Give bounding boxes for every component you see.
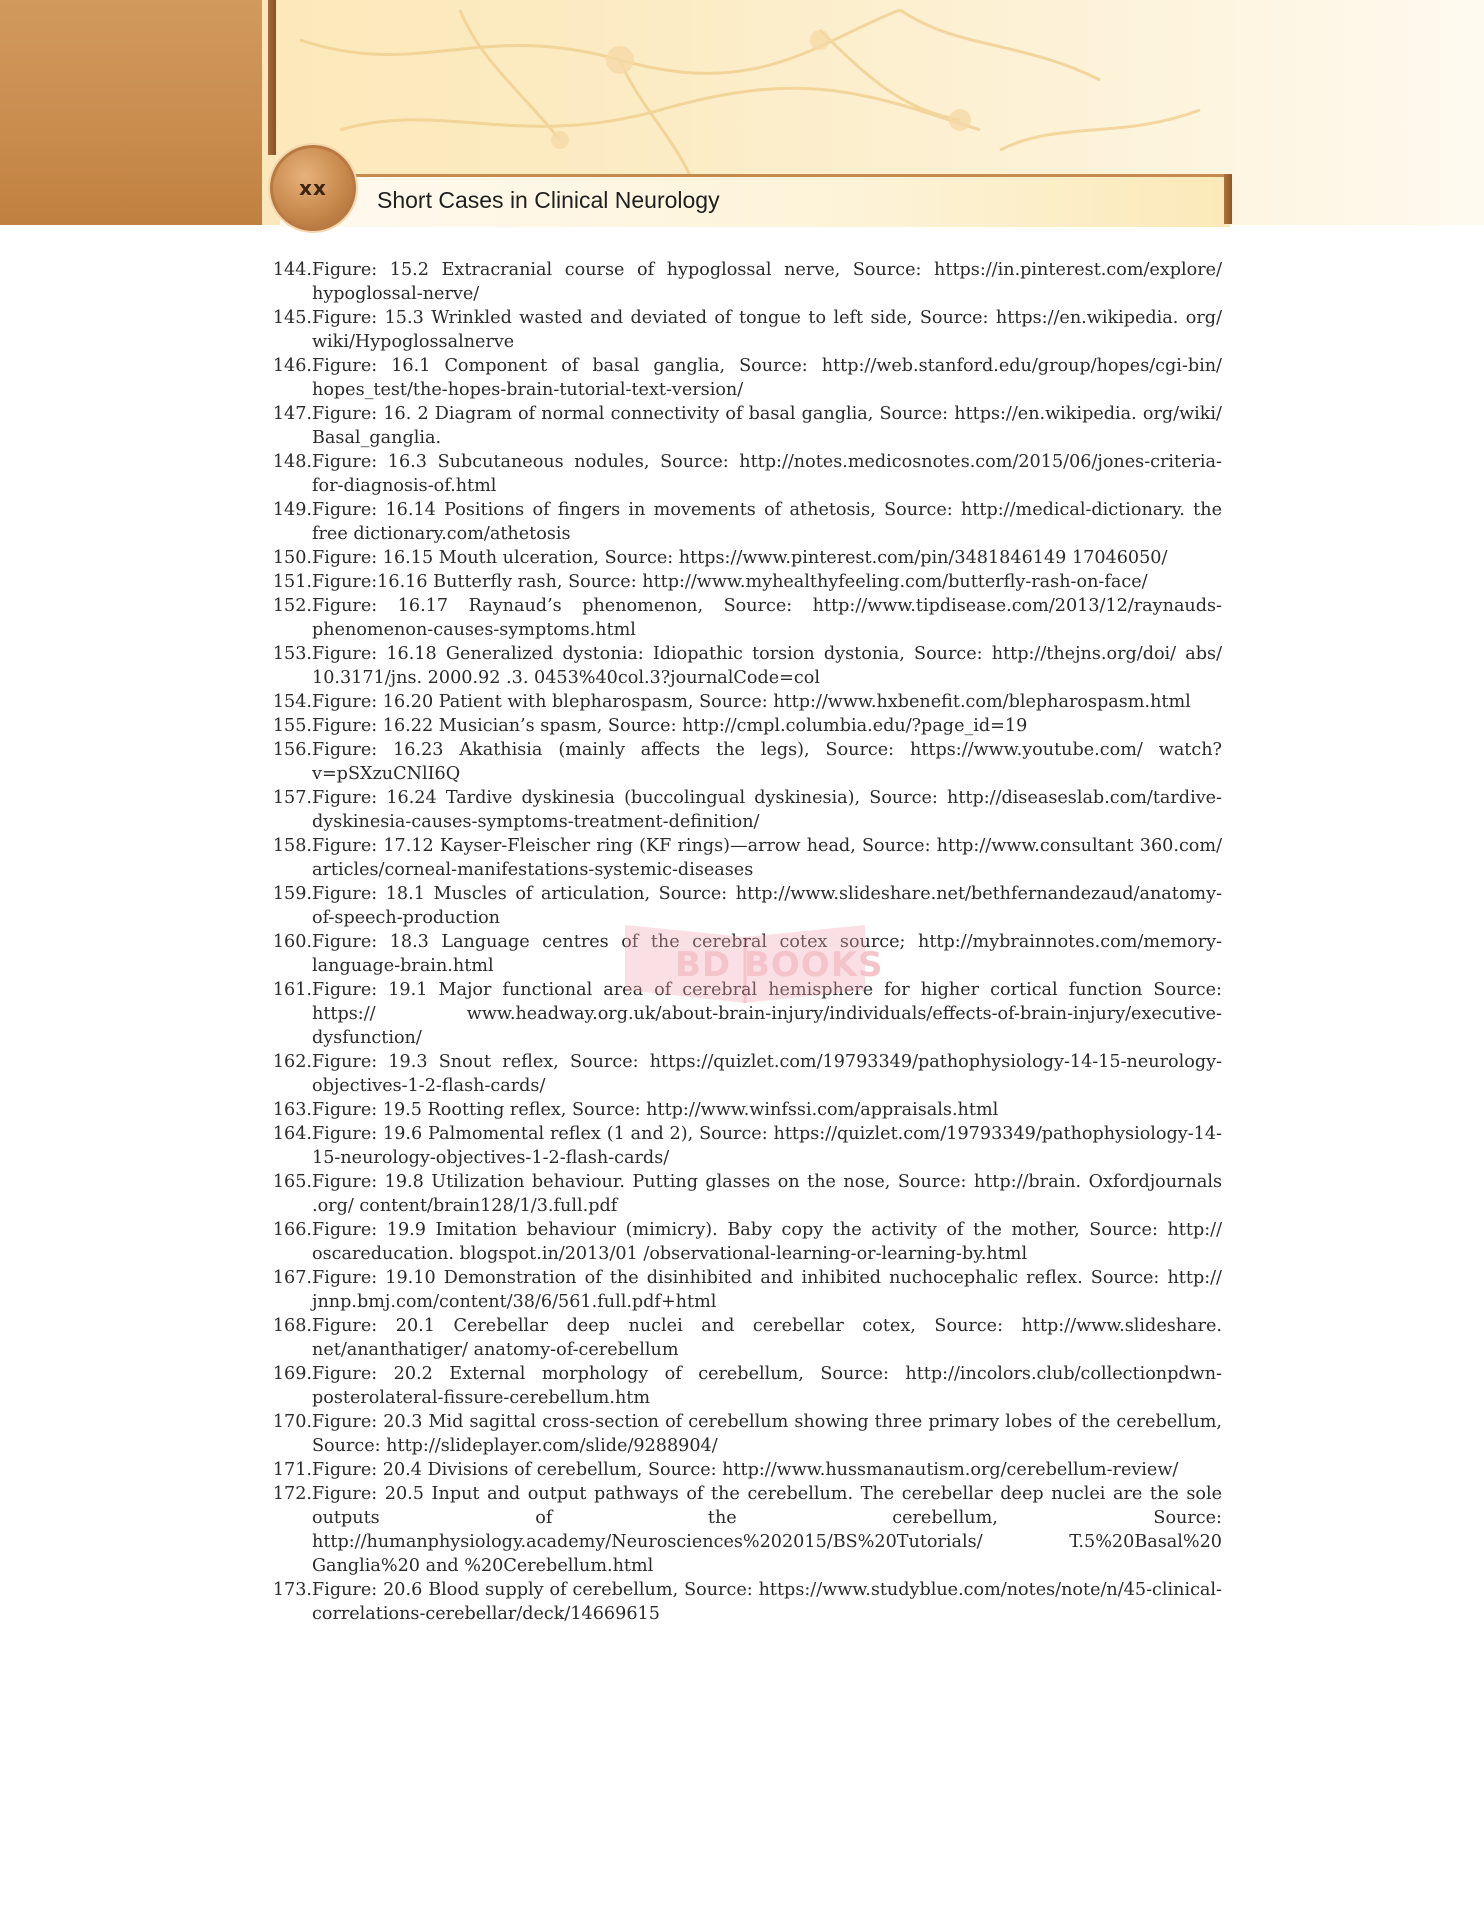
reference-number: 147. [272, 404, 312, 424]
reference-number: 157. [272, 788, 312, 808]
reference-item [270, 930, 1222, 978]
page-number: xx [299, 176, 327, 200]
reference-number: 149. [272, 500, 312, 520]
reference-text: Figure: 16.24 Tardive dyskinesia (buccolingual dyskinesia), Source: http://diseaseslab.com/tardive-dyskinesia-causes-symptoms-treatment-definition/ [312, 788, 1222, 832]
reference-item [270, 450, 1222, 498]
reference-text: Figure: 20.2 External morphology of cerebellum, Source: http://incolors.club/collectionpdwn-posterolateral-fissure-cerebellum.htm [312, 1364, 1222, 1408]
reference-number: 169. [272, 1364, 312, 1384]
reference-item [270, 1266, 1222, 1314]
reference-item [270, 1098, 1222, 1122]
reference-text: Figure: 16.20 Patient with blepharospasm, Source: http://www.hxbenefit.com/blepharospasm.html [312, 692, 1191, 712]
reference-item [270, 258, 1222, 306]
reference-item [270, 834, 1222, 882]
reference-item [270, 1218, 1222, 1266]
reference-text: Figure: 18.3 Language centres of the cerebral cotex source; http://mybrainnotes.com/memory-language-brain.html [312, 932, 1222, 976]
reference-text: Figure: 19.3 Snout reflex, Source: https://quizlet.com/19793349/pathophysiology-14-15-neurology-objectives-1-2-flash-cards/ [312, 1052, 1222, 1096]
reference-item [270, 1050, 1222, 1098]
reference-item [270, 714, 1222, 738]
reference-item [270, 498, 1222, 546]
reference-item [270, 1362, 1222, 1410]
reference-number: 150. [272, 548, 312, 568]
reference-number: 148. [272, 452, 312, 472]
reference-number: 165. [272, 1172, 312, 1192]
reference-item [270, 306, 1222, 354]
reference-number: 167. [272, 1268, 312, 1288]
reference-text: Figure: 20.1 Cerebellar deep nuclei and cerebellar cotex, Source: http://www.slideshare. net/ananthatiger/ anatomy-of-cerebellum [312, 1316, 1222, 1360]
reference-item [270, 1314, 1222, 1362]
reference-text: Figure: 19.9 Imitation behaviour (mimicry). Baby copy the activity of the mother, Source: http:// oscareducation. blogspot.in/2013/01 /observational-learning-or-learning-by.html [312, 1220, 1222, 1264]
reference-item [270, 882, 1222, 930]
reference-text: Figure: 15.3 Wrinkled wasted and deviated of tongue to left side, Source: https://en.wikipedia. org/ wiki/Hypoglossalnerve [312, 308, 1222, 352]
header-strip-end [1224, 174, 1232, 224]
reference-number: 145. [272, 308, 312, 328]
reference-item [270, 402, 1222, 450]
reference-text: Figure: 16.15 Mouth ulceration, Source: https://www.pinterest.com/pin/3481846149 17046050/ [312, 548, 1168, 568]
reference-text: Figure: 16.23 Akathisia (mainly affects the legs), Source: https://www.youtube.com/ watch?v=pSXzuCNlI6Q [312, 740, 1222, 784]
reference-text: Figure: 19.5 Rootting reflex, Source: http://www.winfssi.com/appraisals.html [312, 1100, 999, 1120]
reference-number: 161. [272, 980, 312, 1000]
reference-list [270, 258, 1222, 1626]
reference-number: 154. [272, 692, 312, 712]
reference-number: 170. [272, 1412, 312, 1432]
reference-text: Figure: 16. 2 Diagram of normal connectivity of basal ganglia, Source: https://en.wikipedia. org/wiki/ Basal_ganglia. [312, 404, 1222, 448]
reference-number: 162. [272, 1052, 312, 1072]
reference-number: 159. [272, 884, 312, 904]
reference-number: 171. [272, 1460, 312, 1480]
reference-item [270, 786, 1222, 834]
reference-text: Figure: 16.22 Musician’s spasm, Source: http://cmpl.columbia.edu/?page_id=19 [312, 716, 1028, 736]
reference-number: 172. [272, 1484, 312, 1504]
header-vertical-bar [268, 0, 276, 155]
reference-number: 153. [272, 644, 312, 664]
reference-item [270, 570, 1222, 594]
reference-text: Figure: 16.3 Subcutaneous nodules, Source: http://notes.medicosnotes.com/2015/06/jones-criteria-for-diagnosis-of.html [312, 452, 1222, 496]
page-number-badge [270, 145, 356, 231]
reference-item [270, 690, 1222, 714]
reference-item [270, 1458, 1222, 1482]
reference-number: 168. [272, 1316, 312, 1336]
reference-item [270, 354, 1222, 402]
reference-text: Figure: 19.8 Utilization behaviour. Putting glasses on the nose, Source: http://brain. Oxfordjournals .org/ content/brain128/1/3.full.pdf [312, 1172, 1222, 1216]
reference-number: 164. [272, 1124, 312, 1144]
reference-item [270, 1122, 1222, 1170]
reference-number: 155. [272, 716, 312, 736]
reference-text: Figure: 16.14 Positions of fingers in movements of athetosis, Source: http://medical-dictionary. the free dictionary.com/athetosis [312, 500, 1222, 544]
reference-item [270, 978, 1222, 1050]
reference-number: 144. [272, 260, 312, 280]
reference-text: Figure: 19.10 Demonstration of the disinhibited and inhibited nuchocephalic reflex. Source: http:// jnnp.bmj.com/content/38/6/561.full.pdf+html [312, 1268, 1222, 1312]
reference-number: 160. [272, 932, 312, 952]
reference-text: Figure: 20.6 Blood supply of cerebellum, Source: https://www.studyblue.com/notes/note/n/45-clinical-correlations-cerebellar/deck/14669615 [312, 1580, 1222, 1624]
reference-number: 163. [272, 1100, 312, 1120]
reference-item [270, 1578, 1222, 1626]
book-title: Short Cases in Clinical Neurology [377, 187, 720, 213]
reference-text: Figure: 20.5 Input and output pathways of the cerebellum. The cerebellar deep nuclei are the sole outputs of the cerebellum, Source: http://humanphysiology.academy/Neurosciences%202015/BS%20Tutorials/ T.5%20Basal%20 Ganglia%20 and %20Cerebellum.html [312, 1484, 1222, 1576]
reference-item [270, 594, 1222, 642]
reference-item [270, 1482, 1222, 1578]
reference-text: Figure: 16.18 Generalized dystonia: Idiopathic torsion dystonia, Source: http://thejns.org/doi/ abs/ 10.3171/jns. 2000.92 .3. 0453%40col.3?journalCode=col [312, 644, 1222, 688]
reference-number: 156. [272, 740, 312, 760]
reference-text: Figure: 16.17 Raynaud’s phenomenon, Source: http://www.tipdisease.com/2013/12/raynauds-phenomenon-causes-symptoms.html [312, 596, 1222, 640]
reference-text: Figure: 20.3 Mid sagittal cross-section of cerebellum showing three primary lobes of the cerebellum, Source: http://slideplayer.com/slide/9288904/ [312, 1412, 1222, 1456]
reference-text: Figure: 18.1 Muscles of articulation, Source: http://www.slideshare.net/bethfernandezaud/anatomy-of-speech-production [312, 884, 1222, 928]
reference-number: 173. [272, 1580, 312, 1600]
reference-text: Figure:16.16 Butterfly rash, Source: http://www.myhealthyfeeling.com/butterfly-rash-on-face/ [312, 572, 1148, 592]
reference-item [270, 642, 1222, 690]
reference-text: Figure: 19.6 Palmomental reflex (1 and 2), Source: https://quizlet.com/19793349/pathophysiology-14-15-neurology-objectives-1-2-flash-cards/ [312, 1124, 1222, 1168]
reference-text: Figure: 17.12 Kayser-Fleischer ring (KF rings)—arrow head, Source: http://www.consultant 360.com/ articles/corneal-manifestations-systemic-diseases [312, 836, 1222, 880]
reference-number: 151. [272, 572, 312, 592]
reference-text: Figure: 16.1 Component of basal ganglia, Source: http://web.stanford.edu/group/hopes/cgi-bin/ hopes_test/the-hopes-brain-tutorial-text-version/ [312, 356, 1222, 400]
reference-text: Figure: 15.2 Extracranial course of hypoglossal nerve, Source: https://in.pinterest.com/explore/ hypoglossal-nerve/ [312, 260, 1222, 304]
reference-number: 146. [272, 356, 312, 376]
reference-number: 152. [272, 596, 312, 616]
reference-item [270, 1170, 1222, 1218]
reference-text: Figure: 20.4 Divisions of cerebellum, Source: http://www.hussmanautism.org/cerebellum-review/ [312, 1460, 1179, 1480]
reference-item [270, 738, 1222, 786]
reference-number: 158. [272, 836, 312, 856]
header-brown-block [0, 0, 262, 225]
watermark-text: BD BOOKS [675, 945, 884, 985]
reference-number: 166. [272, 1220, 312, 1240]
reference-item [270, 1410, 1222, 1458]
reference-item [270, 546, 1222, 570]
reference-text: Figure: 19.1 Major functional area of cerebral hemisphere for higher cortical function Source: https:// www.headway.org.uk/about-brain-injury/individuals/effects-of-brain-injury/executive-dysfunction/ [312, 980, 1222, 1048]
